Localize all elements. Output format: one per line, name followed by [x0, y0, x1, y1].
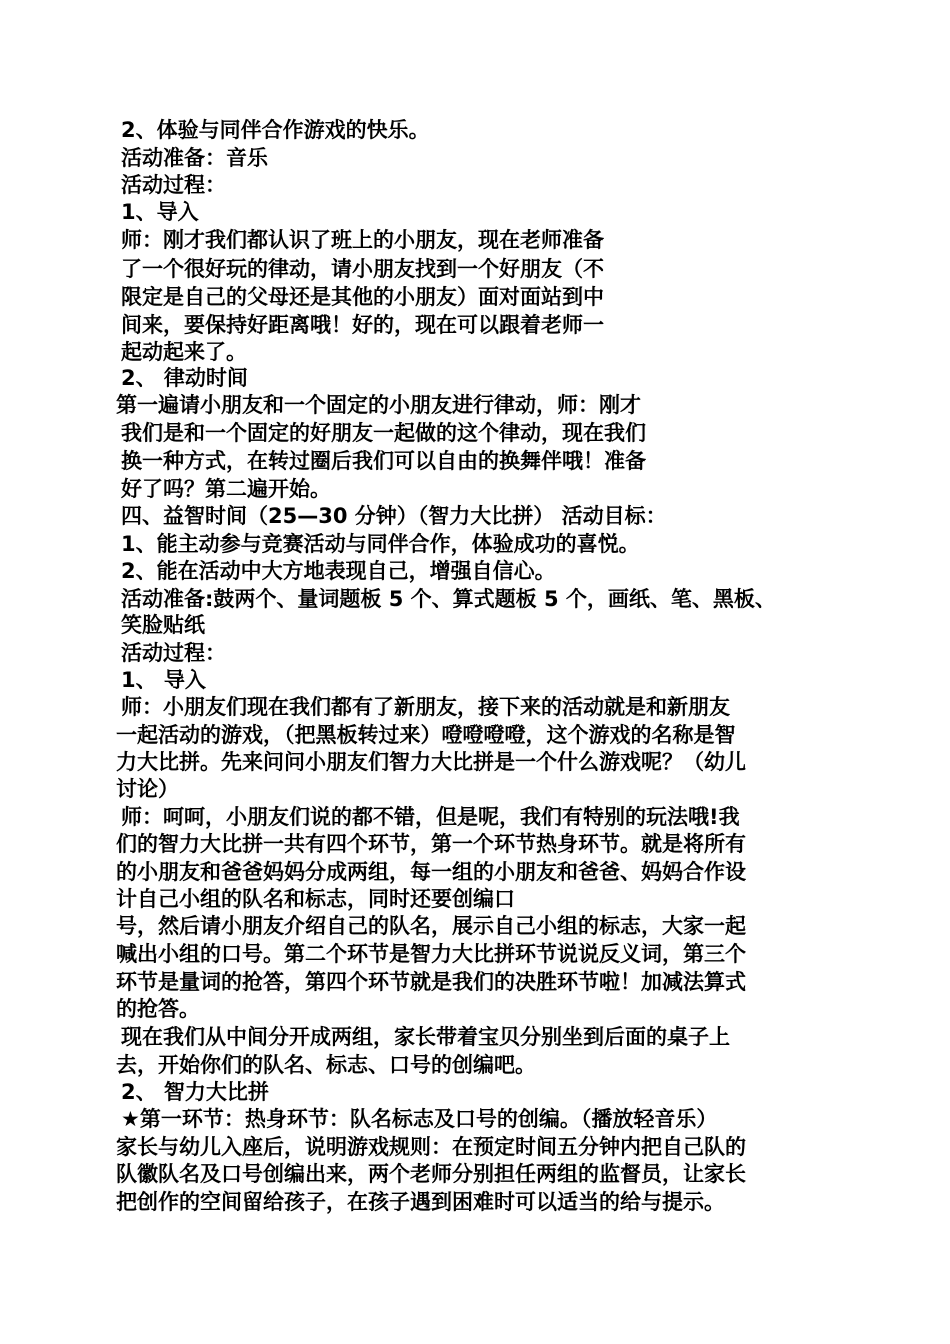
text-line: 家长与幼儿入座后，说明游戏规则：在预定时间五分钟内把自己队的 [116, 1135, 746, 1159]
text-line: 一起活动的游戏，（把黑板转过来）噔噔噔噔，这个游戏的名称是智 [116, 723, 736, 747]
text-line: 2、体验与同伴合作游戏的快乐。 [121, 118, 430, 142]
text-line: 力大比拼。先来问问小朋友们智力大比拼是一个什么游戏呢？（幼儿 [116, 750, 746, 774]
text-line: 现在我们从中间分开成两组，家长带着宝贝分别坐到后面的桌子上 [121, 1025, 730, 1049]
text-line: 活动准备:鼓两个、量词题板 5 个、算式题板 5 个，画纸、笔、黑板、 [121, 587, 776, 611]
text-line: 们的智力大比拼一共有四个环节，第一个环节热身环节。就是将所有 [116, 832, 746, 856]
text-line: 间来，要保持好距离哦！好的，现在可以跟着老师一 [121, 313, 604, 337]
text-line: 了一个很好玩的律动，请小朋友找到一个好朋友（不 [121, 257, 604, 281]
text-line: 笑脸贴纸 [121, 613, 205, 637]
section-heading: 2、 律动时间 [121, 366, 248, 390]
text-line: 环节是量词的抢答，第四个环节就是我们的决胜环节啦！加减法算式 [116, 970, 746, 994]
section-heading: 2、 智力大比拼 [121, 1080, 269, 1104]
text-line: 活动准备：音乐 [121, 146, 268, 170]
text-line: 队徽队名及口号创编出来，两个老师分别担任两组的监督员，让家长 [116, 1162, 746, 1186]
text-line: 1、导入 [121, 200, 199, 224]
section-heading: 四、益智时间（25—30 分钟）（智力大比拼） 活动目标： [121, 504, 667, 528]
text-line: 第一遍请小朋友和一个固定的小朋友进行律动，师：刚才 [116, 393, 641, 417]
text-line: 我们是和一个固定的好朋友一起做的这个律动，现在我们 [121, 421, 646, 445]
text-line: 换一种方式，在转过圈后我们可以自由的换舞伴哦！准备 [121, 449, 646, 473]
text-line: 好了吗？第二遍开始。 [121, 477, 331, 501]
text-line: 起动起来了。 [121, 340, 247, 364]
text-line: 的抢答。 [116, 997, 200, 1021]
text-line: 的小朋友和爸爸妈妈分成两组，每一组的小朋友和爸爸、妈妈合作设 [116, 860, 746, 884]
text-line: 1、能主动参与竞赛活动与同伴合作，体验成功的喜悦。 [121, 532, 640, 556]
text-line: 号，然后请小朋友介绍自己的队名，展示自己小组的标志，大家一起 [116, 914, 746, 938]
text-line: 限定是自己的父母还是其他的小朋友）面对面站到中 [121, 285, 604, 309]
text-line: 活动过程： [121, 173, 226, 197]
text-line: 计自己小组的队名和标志，同时还要创编口 [116, 887, 515, 911]
section-heading: 1、 导入 [121, 668, 206, 692]
text-line: 师：呵呵，小朋友们说的都不错，但是呢，我们有特别的玩法哦!我 [121, 805, 740, 829]
text-line: 把创作的空间留给孩子，在孩子遇到困难时可以适当的给与提示。 [116, 1190, 725, 1214]
text-line: 师：小朋友们现在我们都有了新朋友，接下来的活动就是和新朋友 [121, 695, 730, 719]
text-line: 喊出小组的口号。第二个环节是智力大比拼环节说说反义词，第三个 [116, 942, 746, 966]
text-line: 去，开始你们的队名、标志、口号的创编吧。 [116, 1053, 536, 1077]
text-line: 师：刚才我们都认识了班上的小朋友，现在老师准备 [121, 228, 604, 252]
text-line: 2、能在活动中大方地表现自己，增强自信心。 [121, 559, 556, 583]
text-line: ★第一环节：热身环节：队名标志及口号的创编。（播放轻音乐） [121, 1107, 718, 1131]
text-line: 活动过程： [121, 641, 226, 665]
text-line: 讨论） [116, 777, 179, 801]
